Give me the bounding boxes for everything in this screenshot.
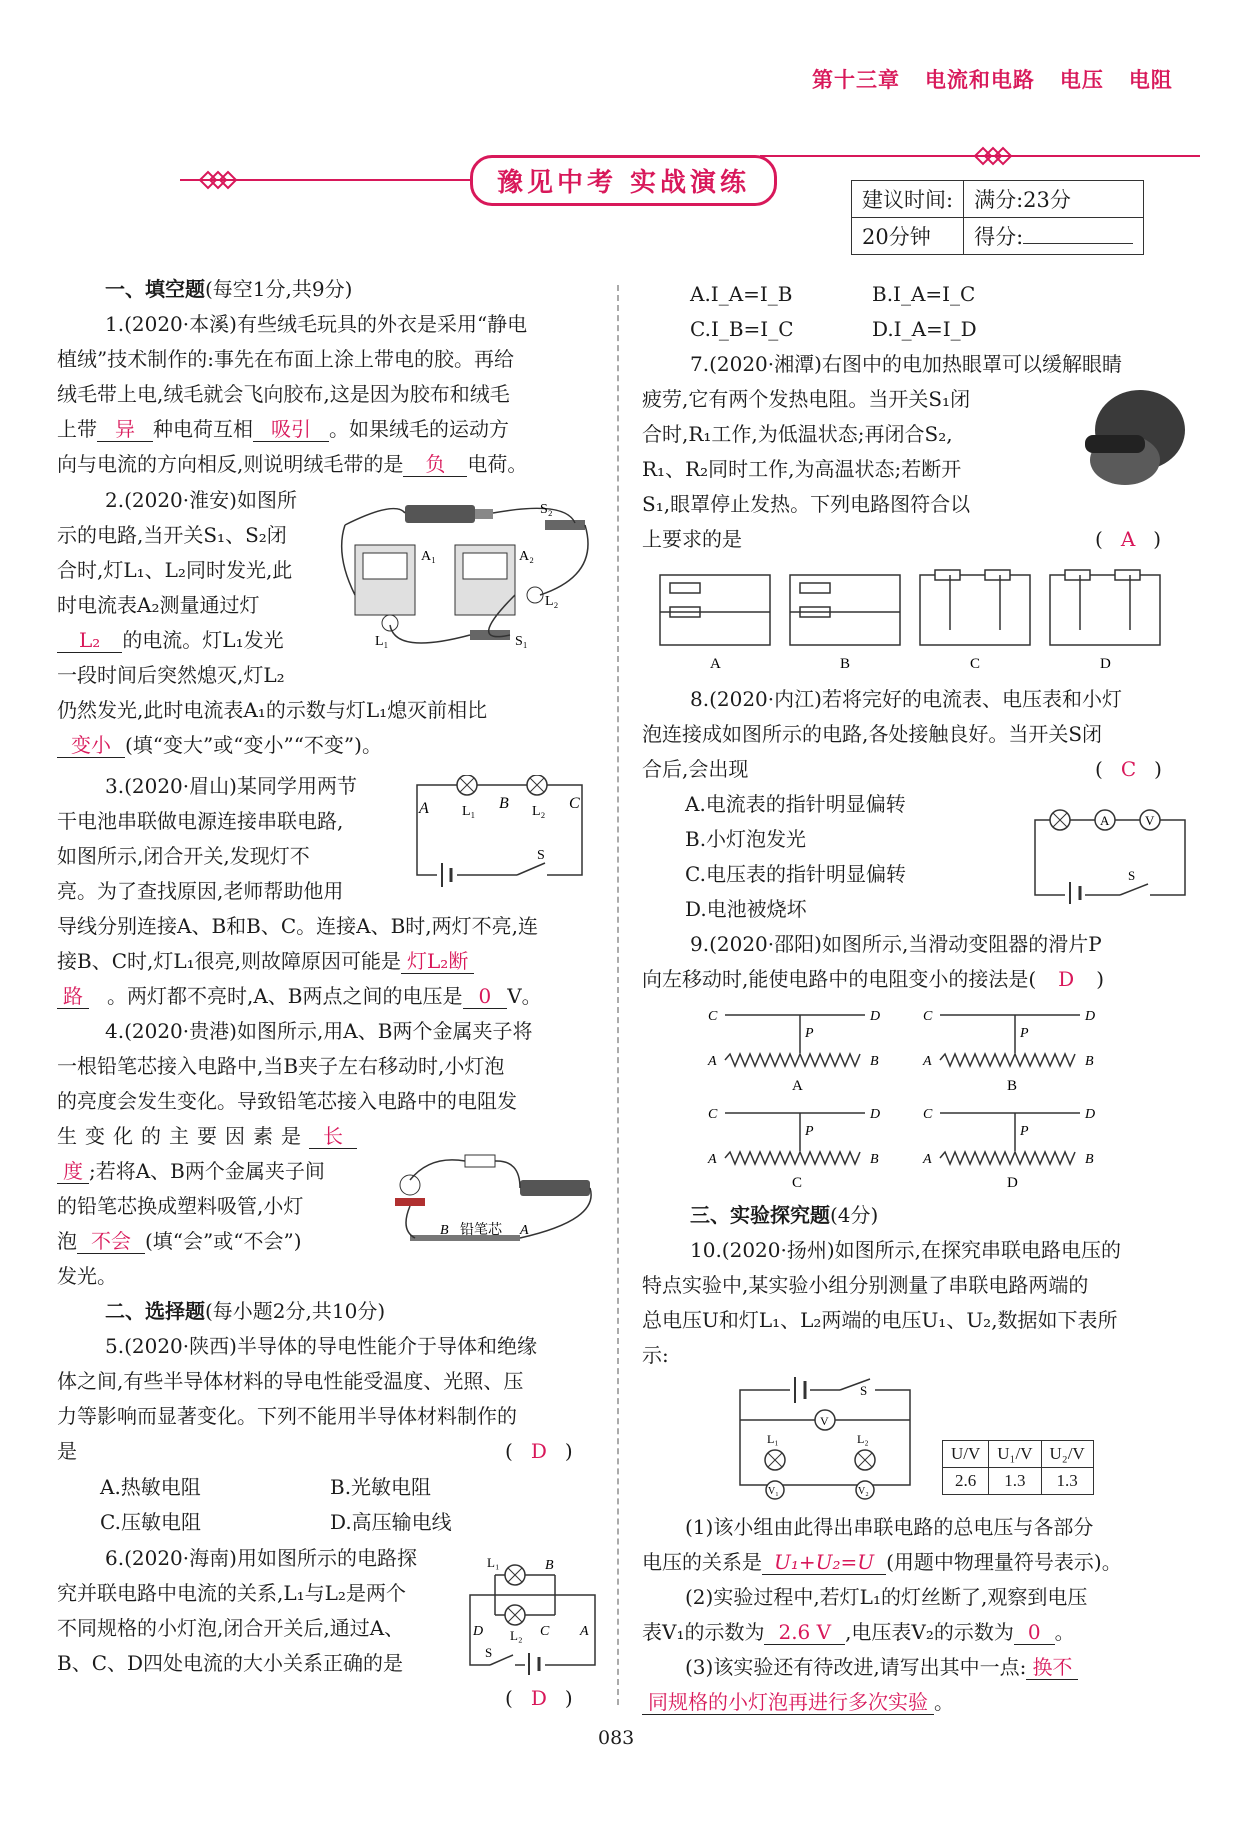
option: A.I_A=I_B	[690, 282, 793, 306]
q8-line: 8.(2020·内江)若将完好的电流表、电压表和小灯	[690, 687, 1122, 711]
answer: D	[530, 1439, 547, 1463]
q4-circuit-figure	[370, 1150, 600, 1260]
score-label: 得分:	[974, 225, 1024, 249]
option: C.电压表的指针明显偏转	[685, 862, 906, 886]
column-divider	[617, 285, 619, 1705]
q2-line: 变小 (填“变大”或“变小”“不变”)。	[57, 730, 382, 760]
q4-line: 4.(2020·贵港)如图所示,用A、B两个金属夹子将	[105, 1019, 533, 1043]
fig-label: C	[923, 1009, 933, 1024]
q2-line: L₂ 的电流。灯L₁发光	[57, 625, 284, 655]
option: C.压敏电阻	[100, 1510, 201, 1534]
q7-line: 上要求的是	[642, 527, 742, 551]
q9-line: 9.(2020·邵阳)如图所示,当滑动变阻器的滑片P	[690, 932, 1102, 956]
topic-label: 电流和电路	[924, 67, 1035, 92]
fig-label: P	[805, 1026, 814, 1041]
answer-paren: ( D )	[505, 1686, 573, 1710]
q7-line: 合时,R₁工作,为低温状态;再闭合S₂,	[642, 422, 953, 446]
score-box	[851, 180, 1144, 255]
fig-label: A	[580, 1624, 589, 1639]
voltage-data-table	[942, 1440, 1094, 1495]
fig-label: S	[485, 1645, 493, 1660]
option-label: C	[792, 1175, 803, 1191]
q10-line: 10.(2020·扬州)如图所示,在探究串联电路电压的	[690, 1238, 1122, 1262]
q4-line: 的亮度会发生变化。导致铅笔芯接入电路中的电阻发	[57, 1089, 517, 1113]
q1-line: 1.(2020·本溪)有些绒毛玩具的外衣是采用“静电	[105, 312, 528, 336]
fig-label: L₂	[510, 1628, 523, 1643]
fig-label: S	[1128, 868, 1136, 883]
option-label: B	[1007, 1078, 1018, 1094]
fig-label: L₁	[375, 634, 389, 649]
option-label: A	[792, 1078, 803, 1094]
q2-line: 合时,灯L₁、L₂同时发光,此	[57, 558, 293, 582]
fig-label: S₁	[515, 634, 528, 649]
answer: D	[530, 1686, 547, 1710]
q3-line: 接B、C时,灯L₁很亮,则故障原因可能是 灯L₂断	[57, 946, 474, 976]
fig-label: S	[537, 848, 545, 863]
option-label: D	[1007, 1175, 1018, 1191]
q2-line: 2.(2020·淮安)如图所	[105, 488, 297, 512]
fig-label: L₂	[857, 1432, 869, 1446]
answer: 换不	[1026, 1655, 1078, 1680]
q8-line: 合后,会出现	[642, 757, 749, 781]
q1-line: 植绒”技术制作的:事先在布面上涂上带电的胶。再给	[57, 347, 514, 371]
option: C.I_B=I_C	[690, 317, 794, 341]
answer: D	[1058, 967, 1075, 991]
fig-label: P	[1020, 1026, 1029, 1041]
q10-circuit-figure	[735, 1375, 920, 1510]
option-label: A	[710, 656, 721, 672]
answer: 负	[403, 452, 467, 477]
answer: A	[1120, 527, 1136, 551]
option: A.电流表的指针明显偏转	[685, 792, 906, 816]
q7-line: 7.(2020·湘潭)右图中的电加热眼罩可以缓解眼睛	[690, 352, 1122, 376]
q2-circuit-figure	[335, 495, 605, 665]
fig-label: A	[708, 1152, 717, 1167]
fig-label: B	[440, 1223, 449, 1238]
fig-label: L₂	[545, 594, 559, 609]
q4-line: 泡 不会 (填“会”或“不会”)	[57, 1229, 302, 1253]
answer: 0	[463, 984, 508, 1009]
q10-line: 总电压U和灯L₁、L₂两端的电压U₁、U₂,数据如下表所	[642, 1308, 1118, 1332]
time-value: 20分钟	[852, 218, 964, 255]
answer: 不会	[77, 1229, 145, 1254]
q10-line: 特点实验中,某实验小组分别测量了串联电路两端的	[642, 1273, 1089, 1297]
answer: C	[1120, 757, 1137, 781]
fig-label: V	[820, 1414, 829, 1428]
fig-label: B	[1085, 1152, 1094, 1167]
section-title: 三、实验探究题(4分)	[690, 1203, 879, 1227]
answer: L₂	[57, 628, 122, 653]
fig-label: L₁	[767, 1432, 779, 1446]
fig-label: A₁	[421, 549, 436, 564]
q4-line: 发光。	[57, 1264, 117, 1288]
banner-title: 豫见中考 实战演练	[470, 155, 777, 206]
fig-label: C	[923, 1107, 933, 1122]
fig-label: C	[569, 795, 580, 812]
fig-label: B	[499, 795, 509, 812]
section-title: 一、填空题(每空1分,共9分)	[105, 277, 353, 301]
q6-circuit-figure	[465, 1555, 600, 1675]
fig-label: A	[923, 1054, 932, 1069]
fig-label: A	[1100, 813, 1110, 828]
fig-label: D	[1085, 1107, 1096, 1122]
answer: 同规格的小灯泡再进行多次实验	[642, 1690, 934, 1715]
q6-line: 不同规格的小灯泡,闭合开关后,通过A、	[57, 1616, 405, 1640]
q2-line: 示的电路,当开关S₁、S₂闭	[57, 523, 287, 547]
q8-circuit-figure	[1030, 800, 1195, 905]
q2-line: 一段时间后突然熄灭,灯L₂	[57, 663, 285, 687]
fig-label: S	[860, 1383, 868, 1398]
answer-paren: ( A )	[1095, 527, 1162, 551]
q7-circuit-options	[640, 560, 1200, 675]
fig-label: D	[473, 1624, 484, 1639]
table-cell: 1.3	[1041, 1468, 1093, 1495]
fig-label: S₂	[540, 502, 553, 517]
q10-line: 同规格的小灯泡再进行多次实验 。	[642, 1687, 954, 1717]
option-label: D	[1100, 656, 1111, 672]
option: A.热敏电阻	[100, 1475, 201, 1499]
answer: 0	[1014, 1620, 1055, 1645]
q4-line: 一根铅笔芯接入电路中,当B夹子左右移动时,小灯泡	[57, 1054, 505, 1078]
q6-line: 究并联电路中电流的关系,L₁与L₂是两个	[57, 1581, 406, 1605]
q8-line: 泡连接成如图所示的电路,各处接触良好。当开关S闭	[642, 722, 1103, 746]
fig-label: C	[708, 1009, 718, 1024]
q3-line: 路 。两灯都不亮时,A、B两点之间的电压是 0 V。	[57, 981, 542, 1011]
fig-label: B	[545, 1558, 554, 1573]
fig-label: V₂	[858, 1486, 869, 1497]
answer: 度	[57, 1159, 89, 1184]
q10-line: (3)该实验还有待改进,请写出其中一点: 换不	[685, 1652, 1078, 1682]
option-label: B	[840, 656, 851, 672]
fig-label: D	[1085, 1009, 1096, 1024]
table-header: U/V	[943, 1441, 989, 1468]
fig-label: D	[870, 1009, 881, 1024]
fig-label: L₁	[462, 804, 476, 819]
option: D.电池被烧坏	[685, 897, 807, 921]
table-header: U₂/V	[1041, 1441, 1093, 1468]
time-label: 建议时间:	[852, 181, 964, 218]
fig-label: B	[1085, 1054, 1094, 1069]
page-number: 083	[598, 1727, 635, 1749]
q9-rheostat-options	[700, 995, 1130, 1195]
answer: 长	[309, 1124, 357, 1149]
section-title: 二、选择题(每小题2分,共10分)	[105, 1299, 386, 1323]
q1-line: 上带 异 种电荷互相 吸引 。如果绒毛的运动方	[57, 417, 509, 441]
q10-line: (2)实验过程中,若灯L₁的灯丝断了,观察到电压	[685, 1585, 1088, 1609]
q10-line: 电压的关系是 U₁+U₂=U (用题中物理量符号表示)。	[642, 1550, 1122, 1574]
q9-line: 向左移动时,能使电路中的电阻变小的接法是( D )	[642, 967, 1105, 991]
q2-line: 时电流表A₂测量通过灯	[57, 593, 260, 617]
q1-line: 向与电流的方向相反,则说明绒毛带的是 负 电荷。	[57, 452, 528, 476]
full-score: 满分:23分	[964, 181, 1144, 218]
answer: 路	[57, 984, 89, 1009]
q5-line: 体之间,有些半导体材料的导电性能受温度、光照、压	[57, 1369, 524, 1393]
fig-label: A	[520, 1223, 529, 1238]
answer: 灯L₂断	[401, 949, 474, 974]
q3-circuit-figure	[407, 775, 597, 890]
fig-label: C	[708, 1107, 718, 1122]
answer: 异	[97, 417, 153, 442]
q3-line: 亮。为了查找原因,老师帮助他用	[57, 879, 344, 903]
fig-label: V₁	[768, 1486, 779, 1497]
fig-label: 铅笔芯	[460, 1223, 502, 1238]
score-field	[964, 218, 1144, 255]
fig-label: D	[870, 1107, 881, 1122]
q5-line: 是	[57, 1439, 77, 1463]
fig-label: B	[870, 1054, 879, 1069]
answer: U₁+U₂=U	[762, 1550, 886, 1575]
q1-line: 绒毛带上电,绒毛就会飞向胶布,这是因为胶布和绒毛	[57, 382, 510, 406]
option: B.小灯泡发光	[685, 827, 807, 851]
table-cell: 1.3	[989, 1468, 1041, 1495]
option-label: C	[970, 656, 981, 672]
answer: 吸引	[253, 417, 329, 442]
fig-label: P	[1020, 1124, 1029, 1139]
q6-line: 6.(2020·海南)用如图所示的电路探	[105, 1546, 417, 1570]
fig-label: P	[805, 1124, 814, 1139]
fig-label: A	[923, 1152, 932, 1167]
q2-line: 仍然发光,此时电流表A₁的示数与灯L₁熄灭前相比	[57, 698, 488, 722]
fig-label: L₂	[532, 804, 546, 819]
answer: 变小	[57, 733, 125, 758]
q10-line: 表V₁的示数为 2.6 V ,电压表V₂的示数为 0 。	[642, 1620, 1075, 1644]
q4-line: 度 ;若将A、B两个金属夹子间	[57, 1156, 325, 1186]
answer-paren: ( D )	[505, 1439, 573, 1463]
q10-line: 示:	[642, 1343, 669, 1367]
q7-line: R₁、R₂同时工作,为高温状态;若断开	[642, 457, 962, 481]
q5-line: 5.(2020·陕西)半导体的导电性能介于导体和绝缘	[105, 1334, 537, 1358]
q3-line: 干电池串联做电源连接串联电路,	[57, 809, 344, 833]
fig-label: B	[870, 1152, 879, 1167]
q3-line: 如图所示,闭合开关,发现灯不	[57, 844, 310, 868]
q5-line: 力等影响而显著变化。下列不能用半导体材料制作的	[57, 1404, 517, 1428]
q3-line: 导线分别连接A、B和B、C。连接A、B时,两灯不亮,连	[57, 914, 538, 938]
q4-line: 的铅笔芯换成塑料吸管,小灯	[57, 1194, 304, 1218]
option: B.光敏电阻	[330, 1475, 432, 1499]
fig-label: V	[1145, 813, 1155, 828]
option: B.I_A=I_C	[872, 282, 976, 306]
chapter-label: 第十三章	[812, 67, 900, 92]
fig-label: A₂	[519, 549, 534, 564]
fig-label: C	[540, 1624, 550, 1639]
fig-label: L₁	[487, 1555, 500, 1570]
answer: 2.6 V	[764, 1620, 845, 1645]
q10-line: (1)该小组由此得出串联电路的总电压与各部分	[685, 1515, 1094, 1539]
topic-label: 电阻	[1128, 67, 1173, 92]
table-cell: 2.6	[943, 1468, 989, 1495]
option: D.高压输电线	[330, 1510, 452, 1534]
q7-line: S₁,眼罩停止发热。下列电路图符合以	[642, 492, 971, 516]
eye-mask-photo	[1065, 380, 1195, 490]
fig-label: A	[419, 800, 429, 817]
q7-line: 疲劳,它有两个发热电阻。当开关S₁闭	[642, 387, 971, 411]
topic-label: 电压	[1059, 67, 1104, 92]
table-header: U₁/V	[989, 1441, 1041, 1468]
answer-paren: ( C )	[1095, 757, 1162, 781]
q4-line: 生变化的主要因素是 长	[57, 1121, 357, 1151]
chapter-header	[812, 64, 1173, 94]
fig-label: A	[708, 1054, 717, 1069]
q3-line: 3.(2020·眉山)某同学用两节	[105, 774, 357, 798]
q6-line: B、C、D四处电流的大小关系正确的是	[57, 1651, 404, 1675]
option: D.I_A=I_D	[872, 317, 977, 341]
